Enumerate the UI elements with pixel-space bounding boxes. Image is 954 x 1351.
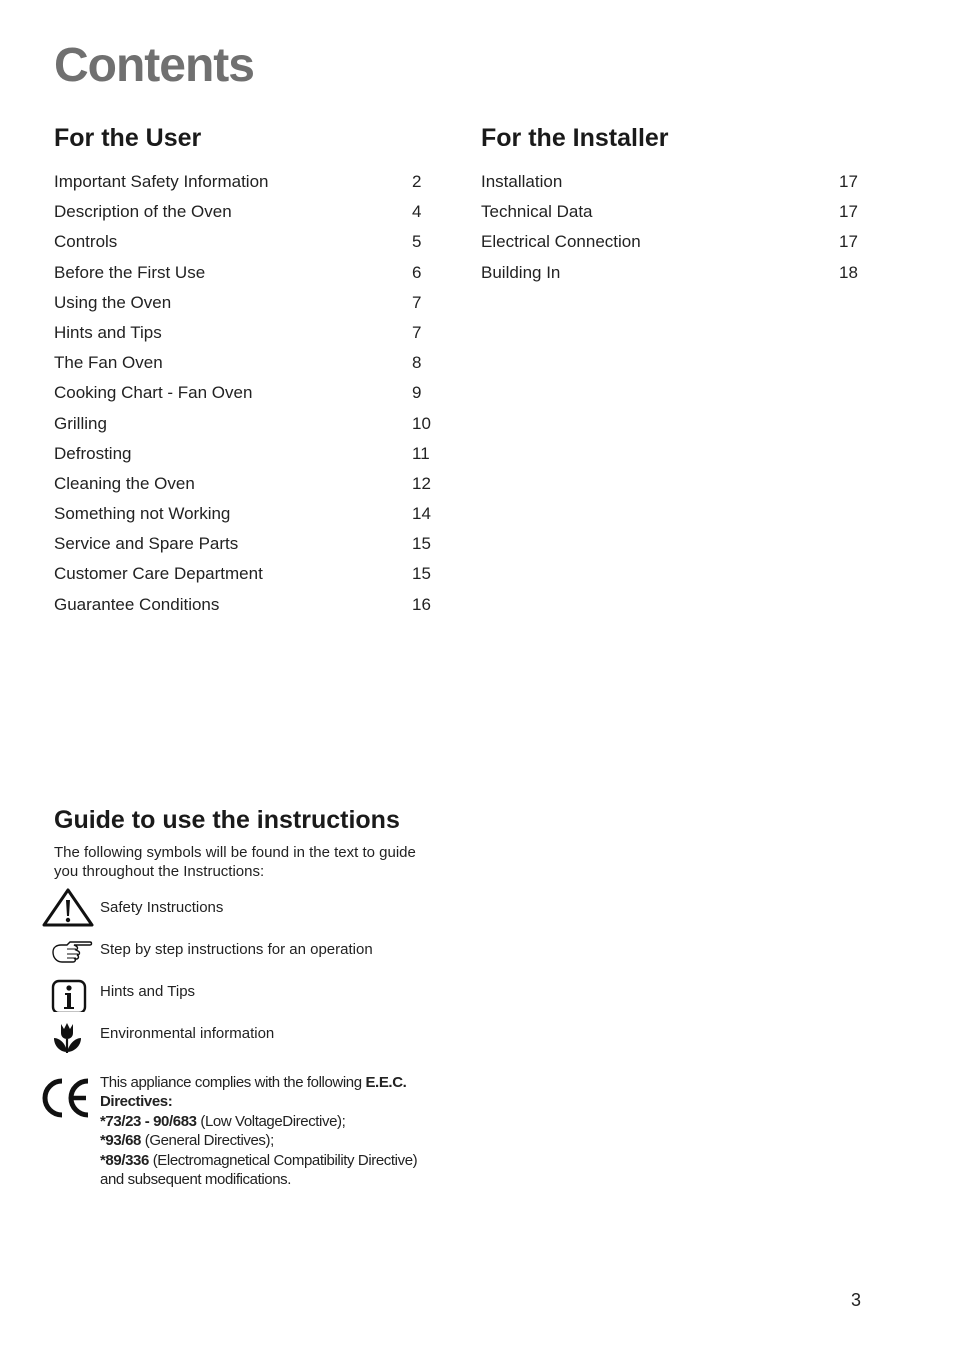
toc-entry-page: 12 — [412, 473, 431, 493]
toc-entry — [54, 502, 454, 532]
warning-triangle-icon — [40, 888, 96, 928]
toc-entry-label: Installation — [481, 172, 563, 191]
toc-entry-label: Guarantee Conditions — [54, 594, 220, 614]
toc-entry — [54, 532, 454, 562]
toc-entry-page: 11 — [412, 443, 430, 463]
toc-entry-label: Something not Working — [54, 504, 231, 524]
ce-directive-code: *93/68 — [100, 1132, 141, 1150]
symbol-label: Step by step instructions for an operation — [100, 941, 373, 958]
toc-entry — [54, 321, 454, 351]
toc-entry — [54, 562, 454, 592]
toc-entry — [481, 230, 881, 260]
ce-directive-code: *73/23 - 90/683 — [100, 1112, 197, 1130]
toc-entry — [54, 442, 454, 472]
toc-entry — [54, 170, 454, 200]
toc-entry-label: Cooking Chart - Fan Oven — [54, 383, 253, 403]
toc-entry-page: 7 — [412, 292, 422, 312]
toc-entry-label: Using the Oven — [54, 292, 172, 312]
ce-line1: This appliance complies with the following — [100, 1074, 366, 1091]
toc-entry-page: 16 — [412, 594, 431, 614]
installer-toc-list — [481, 170, 881, 291]
toc-entry-label: Grilling — [54, 413, 107, 433]
ce-directives-title: E.E.C. Directives: — [100, 1074, 407, 1111]
user-toc-list — [54, 170, 454, 623]
toc-entry-label: Hints and Tips — [54, 322, 162, 342]
toc-entry-page: 10 — [412, 413, 431, 433]
toc-entry-page: 17 — [839, 202, 858, 222]
toc-entry-label: Electrical Connection — [481, 232, 641, 252]
environment-flower-icon — [40, 1014, 96, 1054]
toc-entry-page: 8 — [412, 353, 422, 373]
ce-directive-text: (General Directives); — [140, 1132, 274, 1150]
user-section-heading: For the User — [54, 124, 202, 152]
ce-mark-icon — [40, 1076, 96, 1120]
ce-closing: and subsequent modifications. — [100, 1171, 292, 1189]
toc-entry — [54, 261, 454, 291]
symbol-row-steps — [40, 930, 460, 970]
toc-entry-label: Customer Care Department — [54, 564, 263, 584]
toc-entry-page: 5 — [412, 232, 422, 252]
guide-heading: Guide to use the instructions — [54, 806, 400, 834]
toc-entry-page: 15 — [412, 564, 431, 584]
installer-section-heading: For the Installer — [481, 124, 669, 152]
symbol-label: Environmental information — [100, 1025, 275, 1042]
pointing-hand-icon — [40, 930, 96, 970]
toc-entry-page: 2 — [412, 172, 422, 191]
symbol-row-hints — [40, 972, 460, 1012]
ce-compliance-text — [100, 1073, 445, 1189]
toc-entry-page: 15 — [412, 534, 431, 554]
toc-entry-label: Before the First Use — [54, 262, 206, 282]
symbol-label: Safety Instructions — [100, 899, 224, 916]
toc-entry — [481, 200, 881, 230]
toc-entry-page: 4 — [412, 202, 422, 222]
toc-entry-page: 9 — [412, 383, 422, 403]
toc-entry — [54, 381, 454, 411]
toc-entry-label: Technical Data — [481, 202, 593, 222]
toc-entry — [54, 200, 454, 230]
toc-entry — [54, 351, 454, 381]
toc-entry — [54, 230, 454, 260]
symbol-row-environment — [40, 1014, 460, 1054]
toc-entry — [481, 261, 881, 291]
toc-entry-label: Building In — [481, 262, 561, 282]
toc-entry-label: Important Safety Information — [54, 172, 269, 191]
symbol-row-safety — [40, 888, 460, 928]
toc-entry — [481, 170, 881, 200]
toc-entry — [54, 412, 454, 442]
toc-entry — [54, 472, 454, 502]
toc-entry-page: 17 — [839, 232, 858, 252]
toc-entry-label: Cleaning the Oven — [54, 473, 195, 493]
toc-entry-label: Defrosting — [54, 443, 132, 463]
toc-entry-page: 14 — [412, 504, 431, 524]
toc-entry-page: 6 — [412, 262, 422, 282]
page-title: Contents — [54, 39, 254, 92]
toc-entry-page: 18 — [839, 262, 858, 282]
ce-directive-text: (Low VoltageDirective); — [196, 1112, 346, 1130]
toc-entry-page: 7 — [412, 322, 422, 342]
info-icon — [40, 972, 96, 1012]
ce-directive-text: (Electromagnetical Compatibility Directive) — [148, 1151, 418, 1169]
toc-entry-label: Controls — [54, 232, 118, 252]
page-number: 3 — [851, 1290, 862, 1310]
toc-entry — [54, 593, 454, 623]
toc-entry-label: Description of the Oven — [54, 202, 232, 222]
toc-entry-label: The Fan Oven — [54, 353, 163, 373]
toc-entry-page: 17 — [839, 172, 858, 191]
toc-entry-label: Service and Spare Parts — [54, 534, 239, 554]
toc-entry — [54, 291, 454, 321]
guide-intro: The following symbols will be found in the text to guide you throughout the Instructions: — [54, 844, 416, 880]
symbol-label: Hints and Tips — [100, 983, 196, 1000]
ce-directive-code: *89/336 — [100, 1151, 149, 1169]
